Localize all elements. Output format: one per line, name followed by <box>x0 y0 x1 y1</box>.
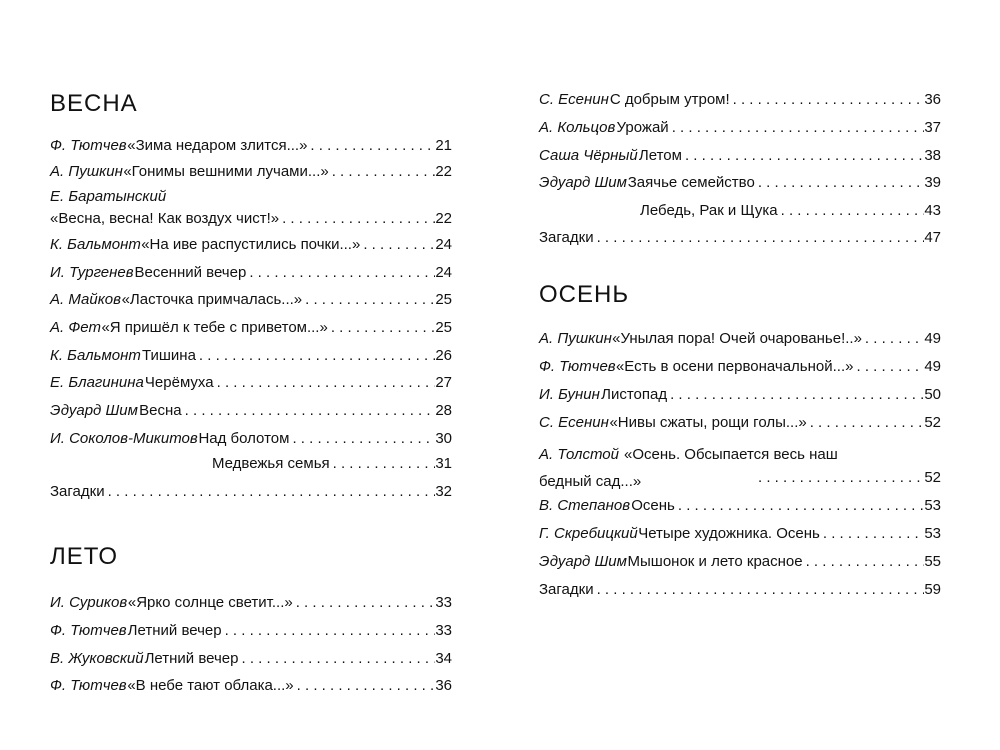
entry-page-number: 49 <box>924 330 941 347</box>
dot-leader <box>820 524 924 544</box>
entry-author: И. Бунин <box>539 386 600 403</box>
dot-leader <box>853 357 924 377</box>
entry-page-number: 37 <box>924 119 941 136</box>
entry-title: Весна <box>139 402 182 419</box>
dot-leader <box>222 621 436 641</box>
entry-author: Ф. Тютчев <box>50 677 127 694</box>
entry-title: Черёмуха <box>144 374 214 391</box>
section-title-spring: ВЕСНА <box>50 90 138 117</box>
toc-entry <box>539 118 941 138</box>
entry-page-number: 27 <box>435 374 452 391</box>
dot-leader <box>862 329 924 349</box>
dot-leader <box>360 235 435 255</box>
toc-entry <box>539 228 941 248</box>
toc-entry <box>50 593 452 613</box>
dot-leader <box>182 401 436 421</box>
entry-author: Ф. Тютчев <box>50 622 127 639</box>
dot-leader <box>803 552 925 572</box>
entry-page-number: 50 <box>924 386 941 403</box>
toc-entry <box>50 649 452 669</box>
entry-author: И. Суриков <box>50 594 128 611</box>
entry-page-number: 24 <box>435 264 452 281</box>
dot-leader <box>293 593 436 613</box>
entry-page-number: 30 <box>435 430 452 447</box>
entry-page-number: 49 <box>924 358 941 375</box>
toc-entry <box>539 146 941 166</box>
entry-author: Ф. Тютчев <box>539 358 616 375</box>
entry-page-number: 53 <box>924 525 941 542</box>
entry-page-number: 24 <box>435 236 452 253</box>
toc-entry <box>50 676 452 696</box>
dot-leader <box>755 173 925 193</box>
toc-entry <box>50 621 452 641</box>
toc-entry <box>539 173 941 193</box>
toc-entry <box>50 290 452 310</box>
entry-author: Эдуард Шим <box>50 402 138 419</box>
entry-title: Весенний вечер <box>134 264 247 281</box>
entry-page-number: 43 <box>924 202 941 219</box>
dot-leader <box>105 482 436 502</box>
entry-page-number: 38 <box>924 147 941 164</box>
entry-title: Над болотом <box>198 430 290 447</box>
dot-leader <box>594 580 925 600</box>
toc-entry <box>50 482 452 502</box>
entry-page-number: 32 <box>435 483 452 500</box>
entry-title: «Ярко солнце светит...» <box>127 594 293 611</box>
entry-title: «В небе тают облака...» <box>127 677 294 694</box>
toc-entry <box>212 454 452 474</box>
toc-entry <box>640 201 941 221</box>
dot-leader <box>807 413 925 433</box>
dot-leader <box>214 373 436 393</box>
dot-leader <box>330 454 436 474</box>
toc-entry-author-line <box>50 187 452 207</box>
entry-title: Летом <box>638 147 682 164</box>
dot-leader <box>755 468 924 488</box>
entry-author: А. Толстой <box>539 446 619 463</box>
entry-page-number: 33 <box>435 594 452 611</box>
entry-page-number: 21 <box>435 137 452 154</box>
entry-author: И. Тургенев <box>50 264 134 281</box>
entry-title: «Весна, весна! Как воздух чист!» <box>50 210 280 227</box>
toc-entry <box>539 90 941 110</box>
entry-page-number: 52 <box>924 414 941 431</box>
toc-entry <box>50 263 452 283</box>
toc-entry <box>539 385 941 405</box>
entry-author: К. Бальмонт <box>50 347 141 364</box>
entry-author: Эдуард Шим <box>539 553 627 570</box>
toc-entry <box>50 401 452 421</box>
entry-title: Загадки <box>50 483 105 500</box>
entry-page-number: 22 <box>435 163 452 180</box>
entry-page-number: 34 <box>435 650 452 667</box>
entry-author: И. Соколов-Микитов <box>50 430 198 447</box>
toc-entry <box>50 209 452 229</box>
toc-entry <box>539 552 941 572</box>
toc-entry <box>539 329 941 349</box>
entry-page-number: 25 <box>435 291 452 308</box>
entry-author: А. Пушкин <box>539 330 612 347</box>
dot-leader <box>675 496 924 516</box>
entry-title: Медвежья семья <box>212 455 330 472</box>
toc-entry <box>539 524 941 544</box>
entry-title: Летний вечер <box>144 650 239 667</box>
entry-author: Саша Чёрный <box>539 147 638 164</box>
entry-page-number: 26 <box>435 347 452 364</box>
entry-title: «Есть в осени первоначальной...» <box>615 358 854 375</box>
dot-leader <box>307 136 435 156</box>
entry-title: «Ласточка примчалась...» <box>121 291 303 308</box>
entry-author: Е. Благинина <box>50 374 144 391</box>
entry-title: «Я пришёл к тебе с приветом...» <box>101 319 328 336</box>
dot-leader <box>669 118 925 138</box>
entry-page-number: 39 <box>924 174 941 191</box>
entry-page-number: 59 <box>924 581 941 598</box>
entry-page-number: 33 <box>435 622 452 639</box>
entry-page-number: 47 <box>924 229 941 246</box>
toc-entry <box>539 580 941 600</box>
entry-author: А. Пушкин <box>50 163 123 180</box>
toc-entry <box>539 357 941 377</box>
toc-entry <box>50 235 452 255</box>
entry-author: В. Степанов <box>539 497 631 514</box>
entry-title: «Зима недаром злится...» <box>127 137 308 154</box>
toc-entry <box>50 162 452 182</box>
entry-title: С добрым утром! <box>609 91 730 108</box>
dot-leader <box>246 263 435 283</box>
dot-leader <box>730 90 925 110</box>
entry-title: Заячье семейство <box>627 174 755 191</box>
dot-leader <box>289 429 435 449</box>
entry-author: Е. Баратынский <box>50 188 167 205</box>
dot-leader <box>667 385 924 405</box>
toc-entry <box>50 373 452 393</box>
entry-title: Загадки <box>539 229 594 246</box>
entry-page-number: 36 <box>924 91 941 108</box>
entry-page-number: 22 <box>435 210 452 227</box>
entry-author: А. Майков <box>50 291 121 308</box>
toc-entry <box>50 346 452 366</box>
entry-author: К. Бальмонт <box>50 236 141 253</box>
entry-title: Листопад <box>601 386 668 403</box>
toc-entry-multiline <box>539 441 941 489</box>
dot-leader <box>594 228 925 248</box>
entry-author: А. Фет <box>50 319 101 336</box>
entry-author: С. Есенин <box>539 91 609 108</box>
toc-entry <box>539 496 941 516</box>
entry-page-number: 53 <box>924 497 941 514</box>
entry-page-number: 28 <box>435 402 452 419</box>
entry-page-number: 25 <box>435 319 452 336</box>
toc-entry <box>50 429 452 449</box>
entry-title: Лебедь, Рак и Щука <box>640 202 778 219</box>
entry-title: Летний вечер <box>127 622 222 639</box>
entry-title: «Унылая пора! Очей очарованье!..» <box>612 330 862 347</box>
entry-page-number: 31 <box>435 455 452 472</box>
dot-leader <box>302 290 435 310</box>
dot-leader <box>682 146 924 166</box>
entry-author: Ф. Тютчев <box>50 137 127 154</box>
entry-author: А. Кольцов <box>539 119 616 136</box>
entry-title: Урожай <box>616 119 669 136</box>
entry-title: «Гонимы вешними лучами...» <box>123 163 329 180</box>
entry-page-number: 55 <box>924 553 941 570</box>
entry-title: «На иве распустились почки...» <box>141 236 361 253</box>
dot-leader <box>778 201 925 221</box>
entry-author: Г. Скребицкий <box>539 525 638 542</box>
section-title-autumn: ОСЕНЬ <box>539 281 630 308</box>
entry-author: Эдуард Шим <box>539 174 627 191</box>
entry-title: Загадки <box>539 581 594 598</box>
dot-leader <box>239 649 436 669</box>
dot-leader <box>329 162 436 182</box>
dot-leader <box>279 209 435 229</box>
entry-author: С. Есенин <box>539 414 609 431</box>
section-title-summer: ЛЕТО <box>50 543 119 570</box>
entry-author: В. Жуковский <box>50 650 144 667</box>
toc-entry <box>50 318 452 338</box>
entry-page-number: 52 <box>924 469 941 486</box>
entry-title: Осень <box>631 497 675 514</box>
entry-page-number: 36 <box>435 677 452 694</box>
dot-leader <box>328 318 435 338</box>
dot-leader <box>196 346 435 366</box>
toc-entry <box>539 413 941 433</box>
toc-entry <box>50 136 452 156</box>
entry-title: Четыре художника. Осень <box>638 525 820 542</box>
entry-title: Мышонок и лето красное <box>627 553 803 570</box>
entry-title: «Осень. Обсыпается весь наш бедный сад...» <box>539 446 838 490</box>
entry-title: «Нивы сжаты, рощи голы...» <box>609 414 807 431</box>
entry-title: Тишина <box>142 347 196 364</box>
dot-leader <box>294 676 436 696</box>
